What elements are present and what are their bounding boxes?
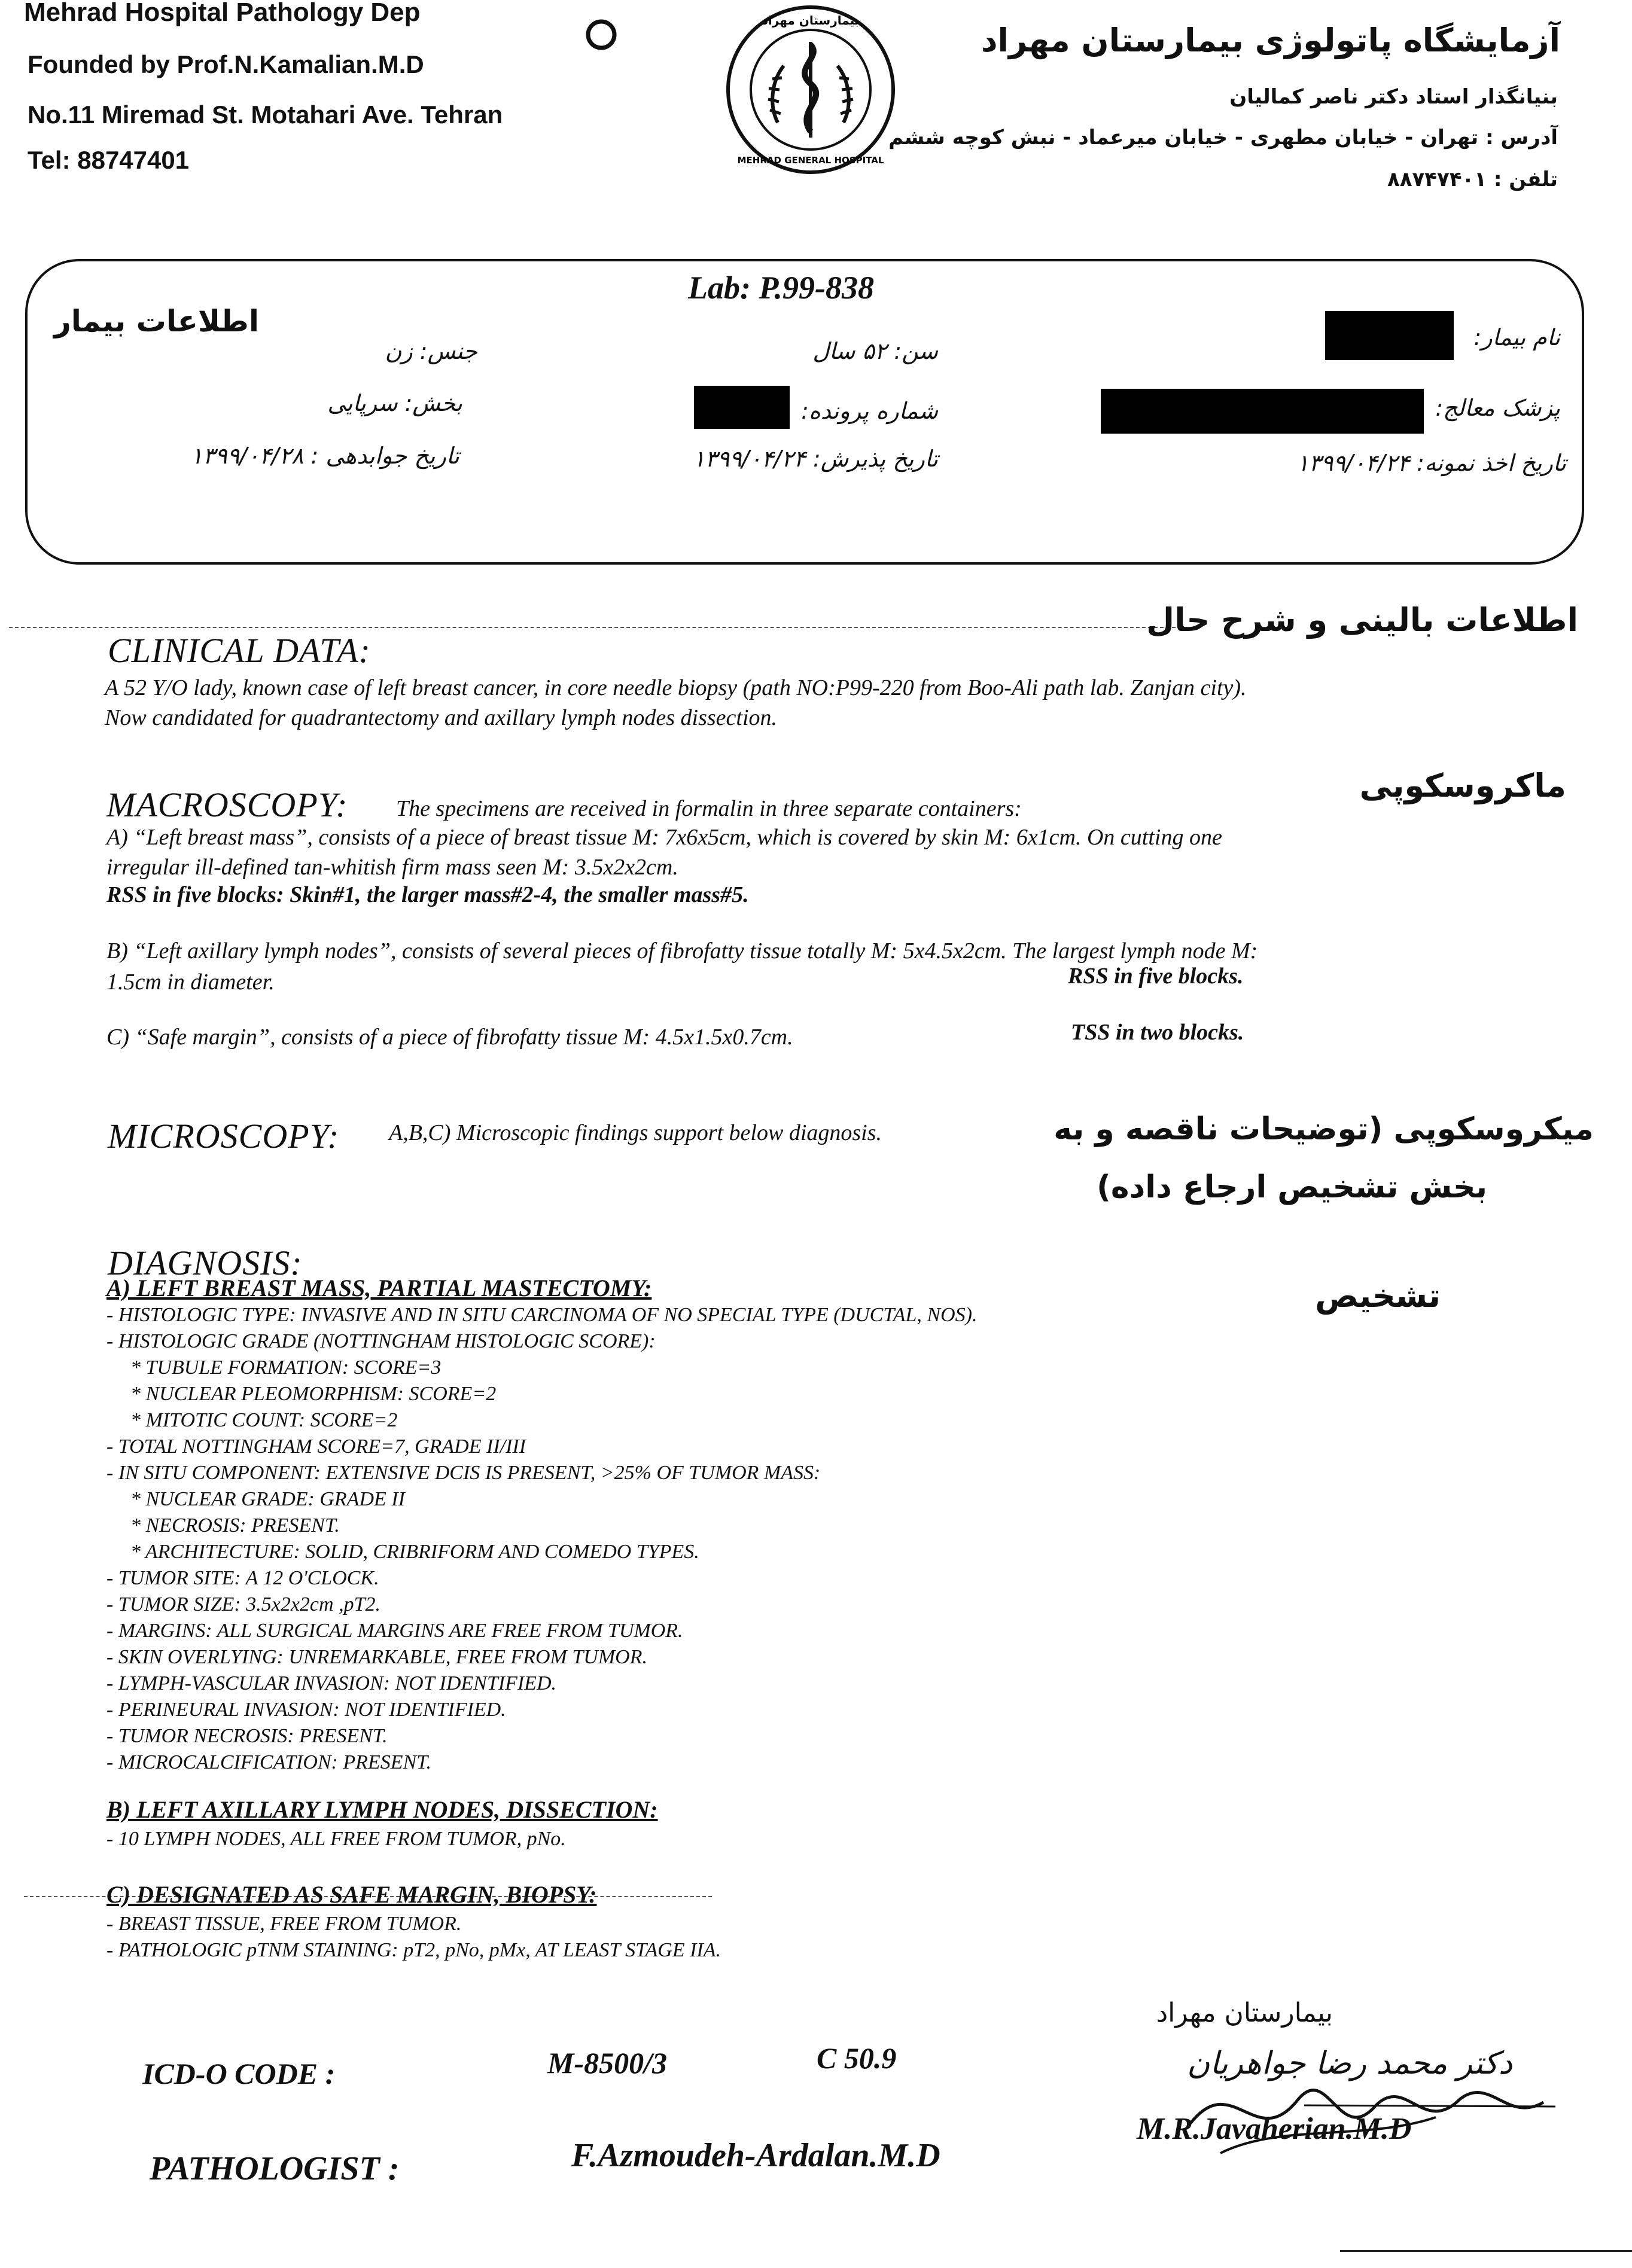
icd-m-code: M-8500/3 bbox=[547, 2046, 667, 2080]
macroscopy-c-line-2: TSS in two blocks. bbox=[1071, 1020, 1244, 1045]
diagnosis-title-fa: تشخیص bbox=[1315, 1277, 1441, 1315]
pathologist-label: PATHOLOGIST : bbox=[150, 2150, 400, 2187]
diagnosis-a-line: * NUCLEAR PLEOMORPHISM: SCORE=2 bbox=[130, 1383, 497, 1405]
bottom-edge-line bbox=[1340, 2250, 1632, 2252]
diagnosis-c-heading: C) DESIGNATED AS SAFE MARGIN, BIOPSY: bbox=[106, 1881, 597, 1908]
diagnosis-b-heading: B) LEFT AXILLARY LYMPH NODES, DISSECTION: bbox=[106, 1796, 658, 1823]
macroscopy-a-line-2: irregular ill-defined tan-whitish firm mass seen M: 3.5x2x2cm. bbox=[106, 855, 678, 880]
doctor-label: پزشک معالج: bbox=[1435, 395, 1560, 421]
redacted-doctor-name bbox=[1101, 389, 1424, 434]
macroscopy-b-line-1: B) “Left axillary lymph nodes”, consists of several pieces of fibrofatty tissue totally M: 5x4.5x2cm. The largest lymph node M: bbox=[106, 938, 1258, 964]
icd-code-label: ICD-O CODE : bbox=[142, 2057, 336, 2090]
admit-date: تاریخ پذیرش: ۱۳۹۹/۰۴/۲۴ bbox=[693, 446, 938, 472]
stamp-doctor-name-fa: دکتر محمد رضا جواهریان bbox=[1187, 2046, 1512, 2081]
logo-text-top: بیمارستان مهراد bbox=[762, 13, 860, 28]
macroscopy-a-line-3: RSS in five blocks: Skin#1, the larger mass#2-4, the smaller mass#5. bbox=[106, 882, 749, 907]
hospital-logo-icon bbox=[721, 3, 900, 176]
diagnosis-a-line: - LYMPH-VASCULAR INVASION: NOT IDENTIFIED. bbox=[106, 1672, 557, 1694]
diagnosis-b-line: - 10 LYMPH NODES, ALL FREE FROM TUMOR, pNo. bbox=[106, 1828, 566, 1850]
redacted-patient-name bbox=[1325, 311, 1454, 360]
microscopy-title-fa-2: بخش تشخیص ارجاع داده) bbox=[1097, 1169, 1487, 1205]
microscopy-title: MICROSCOPY: bbox=[108, 1117, 340, 1156]
redacted-file-number bbox=[694, 386, 790, 429]
diagnosis-a-line: - TUMOR NECROSIS: PRESENT. bbox=[106, 1725, 388, 1747]
divider-rule bbox=[9, 627, 1176, 628]
stamp-hospital-name: بیمارستان مهراد bbox=[1156, 1998, 1333, 2028]
microscopy-title-fa-1: میکروسکوپی (توضیحات ناقصه و به bbox=[1054, 1111, 1594, 1147]
macroscopy-c-line-1: C) “Safe margin”, consists of a piece of fibrofatty tissue M: 4.5x1.5x0.7cm. bbox=[106, 1025, 793, 1050]
hospital-name-en: Mehrad Hospital Pathology Dep bbox=[24, 0, 421, 27]
diagnosis-a-line: - PERINEURAL INVASION: NOT IDENTIFIED. bbox=[106, 1699, 506, 1721]
diagnosis-a-line: * ARCHITECTURE: SOLID, CRIBRIFORM AND COMEDO TYPES. bbox=[130, 1541, 699, 1563]
clinical-title: CLINICAL DATA: bbox=[108, 631, 371, 670]
circle-mark-icon bbox=[583, 17, 619, 53]
patient-age: سن: ۵۲ سال bbox=[812, 338, 938, 364]
address-fa: آدرس : تهران - خیابان مطهری - خیابان میرعماد - نبش کوچه ششم bbox=[888, 126, 1558, 150]
diagnosis-c-line: - PATHOLOGIC pTNM STAINING: pT2, pNo, pMx, AT LEAST STAGE IIA. bbox=[106, 1939, 721, 1961]
clinical-title-fa: اطلاعات بالینی و شرح حال bbox=[1146, 601, 1578, 639]
answer-date: تاریخ جوابدهی : ۱۳۹۹/۰۴/۲۸ bbox=[190, 443, 459, 469]
macroscopy-intro: The specimens are received in formalin in three separate containers: bbox=[396, 796, 1022, 821]
tel-fa: تلفن : ۸۸۷۴۷۴۰۱ bbox=[1387, 167, 1558, 191]
diagnosis-a-line: - HISTOLOGIC GRADE (NOTTINGHAM HISTOLOGIC SCORE): bbox=[106, 1330, 656, 1352]
file-number-label: شماره پرونده: bbox=[801, 398, 938, 424]
lab-number: Lab: P.99-838 bbox=[688, 270, 874, 306]
logo-text-bottom: MEHRAD GENERAL HOSPITAL bbox=[737, 155, 884, 166]
diagnosis-a-line: - TOTAL NOTTINGHAM SCORE=7, GRADE II/III bbox=[106, 1435, 526, 1458]
macroscopy-b-line-3: RSS in five blocks. bbox=[1068, 964, 1244, 989]
diagnosis-a-line: * NUCLEAR GRADE: GRADE II bbox=[130, 1488, 405, 1510]
stamp-doctor-name-en: M.R.Javaherian.M.D bbox=[1137, 2112, 1412, 2146]
macroscopy-title: MACROSCOPY: bbox=[106, 785, 348, 824]
patient-sex: جنس: زن bbox=[385, 338, 477, 364]
diagnosis-a-line: * NECROSIS: PRESENT. bbox=[130, 1514, 340, 1537]
tel-en: Tel: 88747401 bbox=[28, 146, 190, 174]
founder-fa: بنیانگذار استاد دکتر ناصر کمالیان bbox=[1229, 85, 1558, 109]
sample-date: تاریخ اخذ نمونه: ۱۳۹۹/۰۴/۲۴ bbox=[1296, 450, 1566, 476]
clinical-line-2: Now candidated for quadrantectomy and axillary lymph nodes dissection. bbox=[105, 705, 778, 730]
macroscopy-title-fa: ماکروسکوپی bbox=[1359, 767, 1566, 804]
clinical-line-1: A 52 Y/O lady, known case of left breast cancer, in core needle biopsy (path NO:P99-220 from Boo-Ali path lab. Zanjan city). bbox=[105, 675, 1247, 700]
diagnosis-c-line: - BREAST TISSUE, FREE FROM TUMOR. bbox=[106, 1913, 462, 1935]
diagnosis-title: DIAGNOSIS: bbox=[108, 1243, 303, 1282]
diagnosis-a-line: - TUMOR SIZE: 3.5x2x2cm ,pT2. bbox=[106, 1593, 380, 1615]
diagnosis-a-heading: A) LEFT BREAST MASS, PARTIAL MASTECTOMY: bbox=[106, 1275, 652, 1301]
signature-icon bbox=[1185, 2034, 1579, 2189]
diagnosis-a-line: * MITOTIC COUNT: SCORE=2 bbox=[130, 1409, 398, 1431]
ward: بخش: سرپایی bbox=[327, 390, 462, 416]
macroscopy-a-line-1: A) “Left breast mass”, consists of a piece of breast tissue M: 7x6x5cm, which is covered by skin M: 6x1cm. On cutting one bbox=[106, 825, 1222, 850]
diagnosis-a-line: - HISTOLOGIC TYPE: INVASIVE AND IN SITU CARCINOMA OF NO SPECIAL TYPE (DUCTAL, NOS). bbox=[106, 1304, 978, 1326]
diagnosis-a-line: - MARGINS: ALL SURGICAL MARGINS ARE FREE FROM TUMOR. bbox=[106, 1620, 683, 1642]
diagnosis-a-line: - MICROCALCIFICATION: PRESENT. bbox=[106, 1751, 432, 1773]
diagnosis-a-line: - TUMOR SITE: A 12 O'CLOCK. bbox=[106, 1567, 379, 1589]
diagnosis-a-line: - IN SITU COMPONENT: EXTENSIVE DCIS IS PRESENT, >25% OF TUMOR MASS: bbox=[106, 1462, 821, 1484]
diagnosis-a-line: * TUBULE FORMATION: SCORE=3 bbox=[130, 1356, 442, 1379]
macroscopy-b-line-2: 1.5cm in diameter. bbox=[106, 970, 275, 995]
diagnosis-a-line: - SKIN OVERLYING: UNREMARKABLE, FREE FROM TUMOR. bbox=[106, 1646, 647, 1668]
founder-en: Founded by Prof.N.Kamalian.M.D bbox=[28, 50, 424, 78]
pathologist-name: F.Azmoudeh-Ardalan.M.D bbox=[571, 2137, 940, 2174]
icd-c-code: C 50.9 bbox=[817, 2041, 897, 2075]
patient-info-title: اطلاعات بیمار bbox=[54, 304, 260, 339]
patient-name-label: نام بیمار: bbox=[1473, 324, 1560, 350]
hospital-name-fa: آزمایشگاه پاتولوژی بیمارستان مهراد bbox=[981, 22, 1560, 59]
microscopy-text: A,B,C) Microscopic findings support below diagnosis. bbox=[389, 1120, 882, 1145]
address-en: No.11 Miremad St. Motahari Ave. Tehran bbox=[28, 100, 503, 129]
